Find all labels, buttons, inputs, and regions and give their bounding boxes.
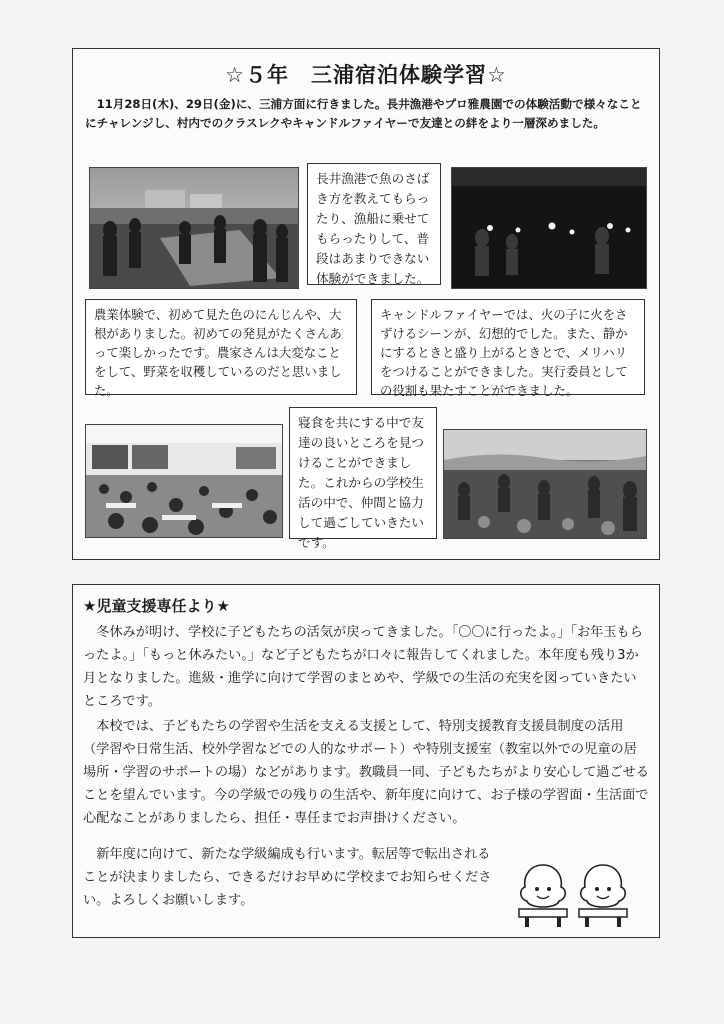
support-section	[72, 584, 660, 938]
farm-experience-box: 農業体験で、初めて見た色のにんじんや、大根がありました。初めての発見がたくさんあって楽しかったです。農家さんは大変なことをして、野菜を収穫しているのだと思いました。	[85, 299, 357, 395]
fishing-experience-box: 長井漁港で魚のさばき方を教えてもらったり、漁船に乗せてもらったりして、普段はあまりできない体験ができました。	[307, 163, 441, 285]
support-heading: ★児童支援専任より★	[83, 597, 230, 615]
trip-report-section	[72, 48, 660, 560]
dining-experience-box: 寝食を共にする中で友達の良いところを見つけることができました。これからの学校生活の中で、仲間と協力して過ごしていきたいです。	[289, 407, 437, 539]
candle-fire-photo	[451, 167, 647, 289]
candle-fire-box: キャンドルファイヤーでは、火の子に火をさずけるシーンが、幻想的でした。また、静かにするときと盛り上がるときとで、メリハリをつけることができました。実行委員としての役割も果たすことができました。	[371, 299, 645, 395]
support-paragraph-1: 冬休みが明け、学校に子どもたちの活気が戻ってきました。「〇〇に行ったよ。」「お年玉もらったよ。」「もっと休みたい。」など子どもたちが口々に報告してくれました。本年度も残り3か月となりました。進級・進学に向けて学習のまとめや、学級での生活の充実を図っていきたいところです。	[83, 625, 643, 709]
mascot-illustration-right	[573, 861, 633, 929]
support-paragraph-2: 本校では、子どもたちの学習や生活を支える支援として、特別支援教育支援員制度の活用（学習や日常生活、校外学習などでの人的なサポート）や特別支援室（教室以外での児童の居場所・学習のサポートの場）などがあります。教職員一同、子どもたちがより安心して過ごせることを望んでいます。今の学級での残りの生活や、新年度に向けて、お子様の学習面・生活面で心配なことがありましたら、担任・専任までお声掛けください。	[83, 719, 650, 826]
mascot-illustration-left	[513, 861, 573, 929]
dining-hall-photo	[85, 424, 283, 538]
farm-photo	[443, 429, 647, 539]
support-paragraph-3: 新年度に向けて、新たな学級編成も行います。転居等で転出されることが決まりましたら、できるだけお早めに学校までお知らせください。よろしくお願いします。	[83, 847, 492, 908]
fishing-port-photo	[89, 167, 299, 289]
trip-report-title: ☆５年 三浦宿泊体験学習☆	[225, 63, 507, 87]
trip-report-intro: 11月28日(木)、29日(金)に、三浦方面に行きました。長井漁港やプロ雅農園での体験活動で様々なことにチャレンジし、村内でのクラスレクやキャンドルファイヤーで友達との絆をより一層深めました。	[85, 97, 642, 130]
